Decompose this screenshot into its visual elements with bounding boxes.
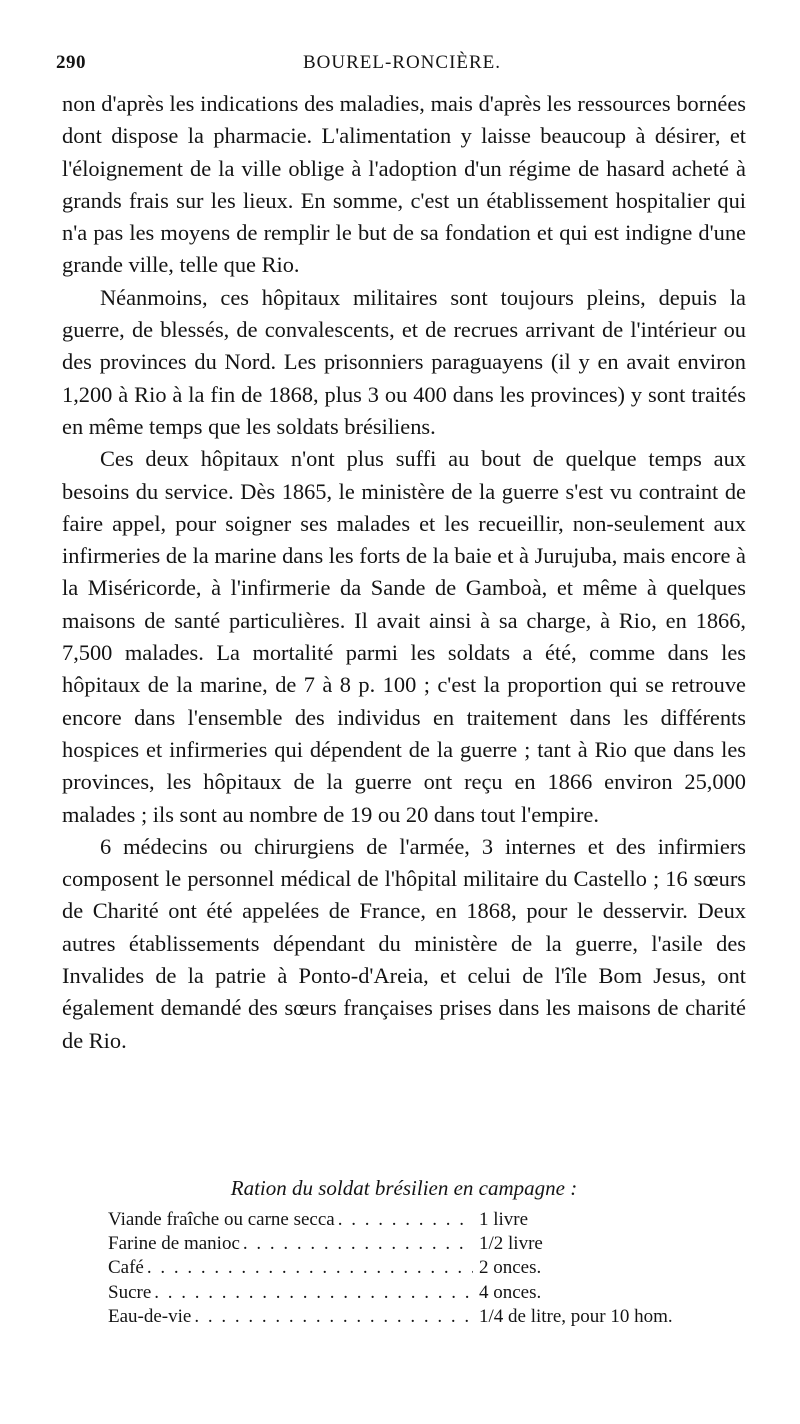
ration-quantity: 1/2 livre <box>479 1233 543 1255</box>
paragraph-3: Ces deux hôpitaux n'ont plus suffi au bout de quelque temps aux besoins du service. Dès 1865, le ministère de la guerre s'est vu contraint de faire appel, pour soigner ses malades et les recueillir, non-seulement aux infirmeries de la marine dans les forts de la baie et à Jurujuba, mais encore à la Miséricorde, à l'infirmerie da Sande de Gamboà, et même à quelques maisons de santé particulières. Il avait ainsi à sa charge, à Rio, en 1866, 7,500 malades. La mortalité parmi les soldats a été, comme dans les hôpitaux de la marine, de 7 à 8 p. 100 ; c'est la proportion qui se retrouve encore dans l'ensemble des individus en traitement dans les différents hospices et infirmeries qui dépendent de la guerre ; tant à Rio que dans les provinces, les hôpitaux de la guerre ont reçu en 1866 environ 25,000 malades ; ils sont au nombre de 19 ou 20 dans tout l'empire. <box>62 446 746 827</box>
dot-leader <box>338 1208 473 1232</box>
running-head: BOUREL-RONCIÈRE. <box>302 52 502 73</box>
ration-item: Viande fraîche ou carne secca <box>108 1209 335 1230</box>
ration-item: Eau-de-vie <box>108 1305 192 1327</box>
dot-leader <box>154 1281 473 1305</box>
body-text <box>62 88 746 1057</box>
paragraph-4: 6 médecins ou chirurgiens de l'armée, 3 internes et des infirmiers composent le personnel médical de l'hôpital militaire du Castello ; 16 sœurs de Charité ont été appelées de France, en 1868, pour le desservir. Deux autres établissements dépendant du ministère de la guerre, l'asile des Invalides de la patrie à Ponto-d'Areia, et celui de l'île Bom Jesus, ont également demandé des sœurs françaises prises dans les maisons de charité de Rio. <box>62 833 746 1053</box>
ration-item: Sucre <box>108 1281 152 1303</box>
ration-row <box>108 1208 748 1232</box>
ration-item-cell <box>108 1305 473 1329</box>
ration-item-cell <box>108 1256 473 1280</box>
dot-leader <box>147 1256 473 1280</box>
page-header <box>56 52 748 82</box>
ration-item: Farine de manioc <box>108 1233 240 1255</box>
ration-row <box>108 1256 748 1280</box>
paragraph-2: Néanmoins, ces hôpitaux militaires sont toujours pleins, depuis la guerre, de blessés, de convalescents, et de recrues arrivant de l'intérieur ou des provinces du Nord. Les prisonniers paraguayens (il y en avait environ 1,200 à Rio à la fin de 1868, plus 3 ou 400 dans les provinces) y sont traités en même temps que les soldats brésiliens. <box>62 284 746 439</box>
ration-row <box>108 1281 748 1305</box>
ration-item-cell <box>108 1208 473 1232</box>
dot-leader <box>194 1305 473 1329</box>
ration-item: Café <box>108 1257 144 1279</box>
ration-table <box>108 1208 748 1329</box>
ration-row <box>108 1305 748 1329</box>
ration-item-cell <box>108 1281 473 1305</box>
ration-quantity: 2 onces. <box>479 1257 542 1279</box>
paragraph-1: non d'après les indications des maladies, mais d'après les ressources bornées dont dispose la pharmacie. L'alimentation y laisse beaucoup à désirer, et l'éloignement de la ville oblige à l'adoption d'un régime de hasard acheté à grands frais sur les lieux. En somme, c'est un établissement hospitalier qui n'a pas les moyens de remplir le but de sa fondation et qui est indigne d'une grande ville, telle que Rio. <box>62 91 746 278</box>
page-number: 290 <box>56 52 86 73</box>
dot-leader <box>243 1232 473 1256</box>
ration-row <box>108 1232 748 1256</box>
ration-quantity: 1 livre <box>479 1209 529 1230</box>
ration-quantity: 4 onces. <box>479 1281 542 1303</box>
ration-quantity: 1/4 de litre, pour 10 hom. <box>479 1305 673 1327</box>
ration-table-title: Ration du soldat brésilien en campagne : <box>230 1176 578 1200</box>
ration-item-cell <box>108 1232 473 1256</box>
